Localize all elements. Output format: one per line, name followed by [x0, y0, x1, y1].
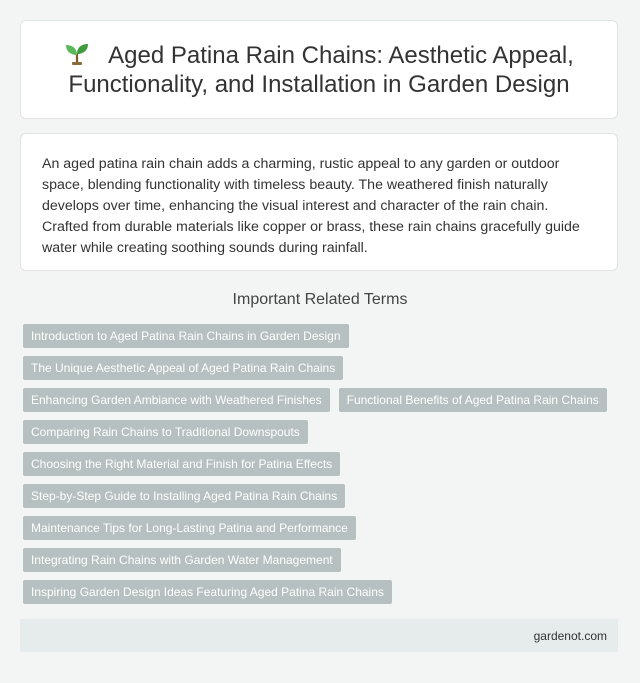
- related-term-tag[interactable]: The Unique Aesthetic Appeal of Aged Patina Rain Chains: [23, 356, 343, 380]
- related-term-tag[interactable]: Choosing the Right Material and Finish for Patina Effects: [23, 452, 340, 476]
- related-term-tag[interactable]: Functional Benefits of Aged Patina Rain Chains: [339, 388, 607, 412]
- related-term-tag[interactable]: Inspiring Garden Design Ideas Featuring Aged Patina Rain Chains: [23, 580, 392, 604]
- related-term-tag[interactable]: Integrating Rain Chains with Garden Water Management: [23, 548, 341, 572]
- related-terms-list: [23, 324, 623, 604]
- related-term-tag[interactable]: Step-by-Step Guide to Installing Aged Patina Rain Chains: [23, 484, 345, 508]
- title-card: [20, 20, 618, 119]
- intro-paragraph: An aged patina rain chain adds a charming, rustic appeal to any garden or outdoor space, blending functionality with timeless beauty. The weathered finish naturally develops over time, enhancing the visual interest and character of the rain chain. Crafted from durable materials like copper or brass, these rain chains gracefully guide water while creating soothing sounds during rainfall.: [42, 156, 580, 256]
- related-terms-heading: Important Related Terms: [232, 291, 408, 308]
- related-term-tag[interactable]: Comparing Rain Chains to Traditional Downspouts: [23, 420, 308, 444]
- related-term-tag[interactable]: Introduction to Aged Patina Rain Chains in Garden Design: [23, 324, 349, 348]
- page-title-text: Aged Patina Rain Chains: Aesthetic Appeal, Functionality, and Installation in Garden Design: [68, 41, 574, 98]
- intro-card: [20, 133, 618, 271]
- related-term-tag[interactable]: Maintenance Tips for Long-Lasting Patina and Performance: [23, 516, 356, 540]
- footer: [20, 619, 618, 652]
- sprout-icon: [64, 42, 90, 66]
- page-title: [45, 41, 593, 99]
- footer-site-link[interactable]: gardenot.com: [533, 628, 607, 643]
- related-term-tag[interactable]: Enhancing Garden Ambiance with Weathered Finishes: [23, 388, 330, 412]
